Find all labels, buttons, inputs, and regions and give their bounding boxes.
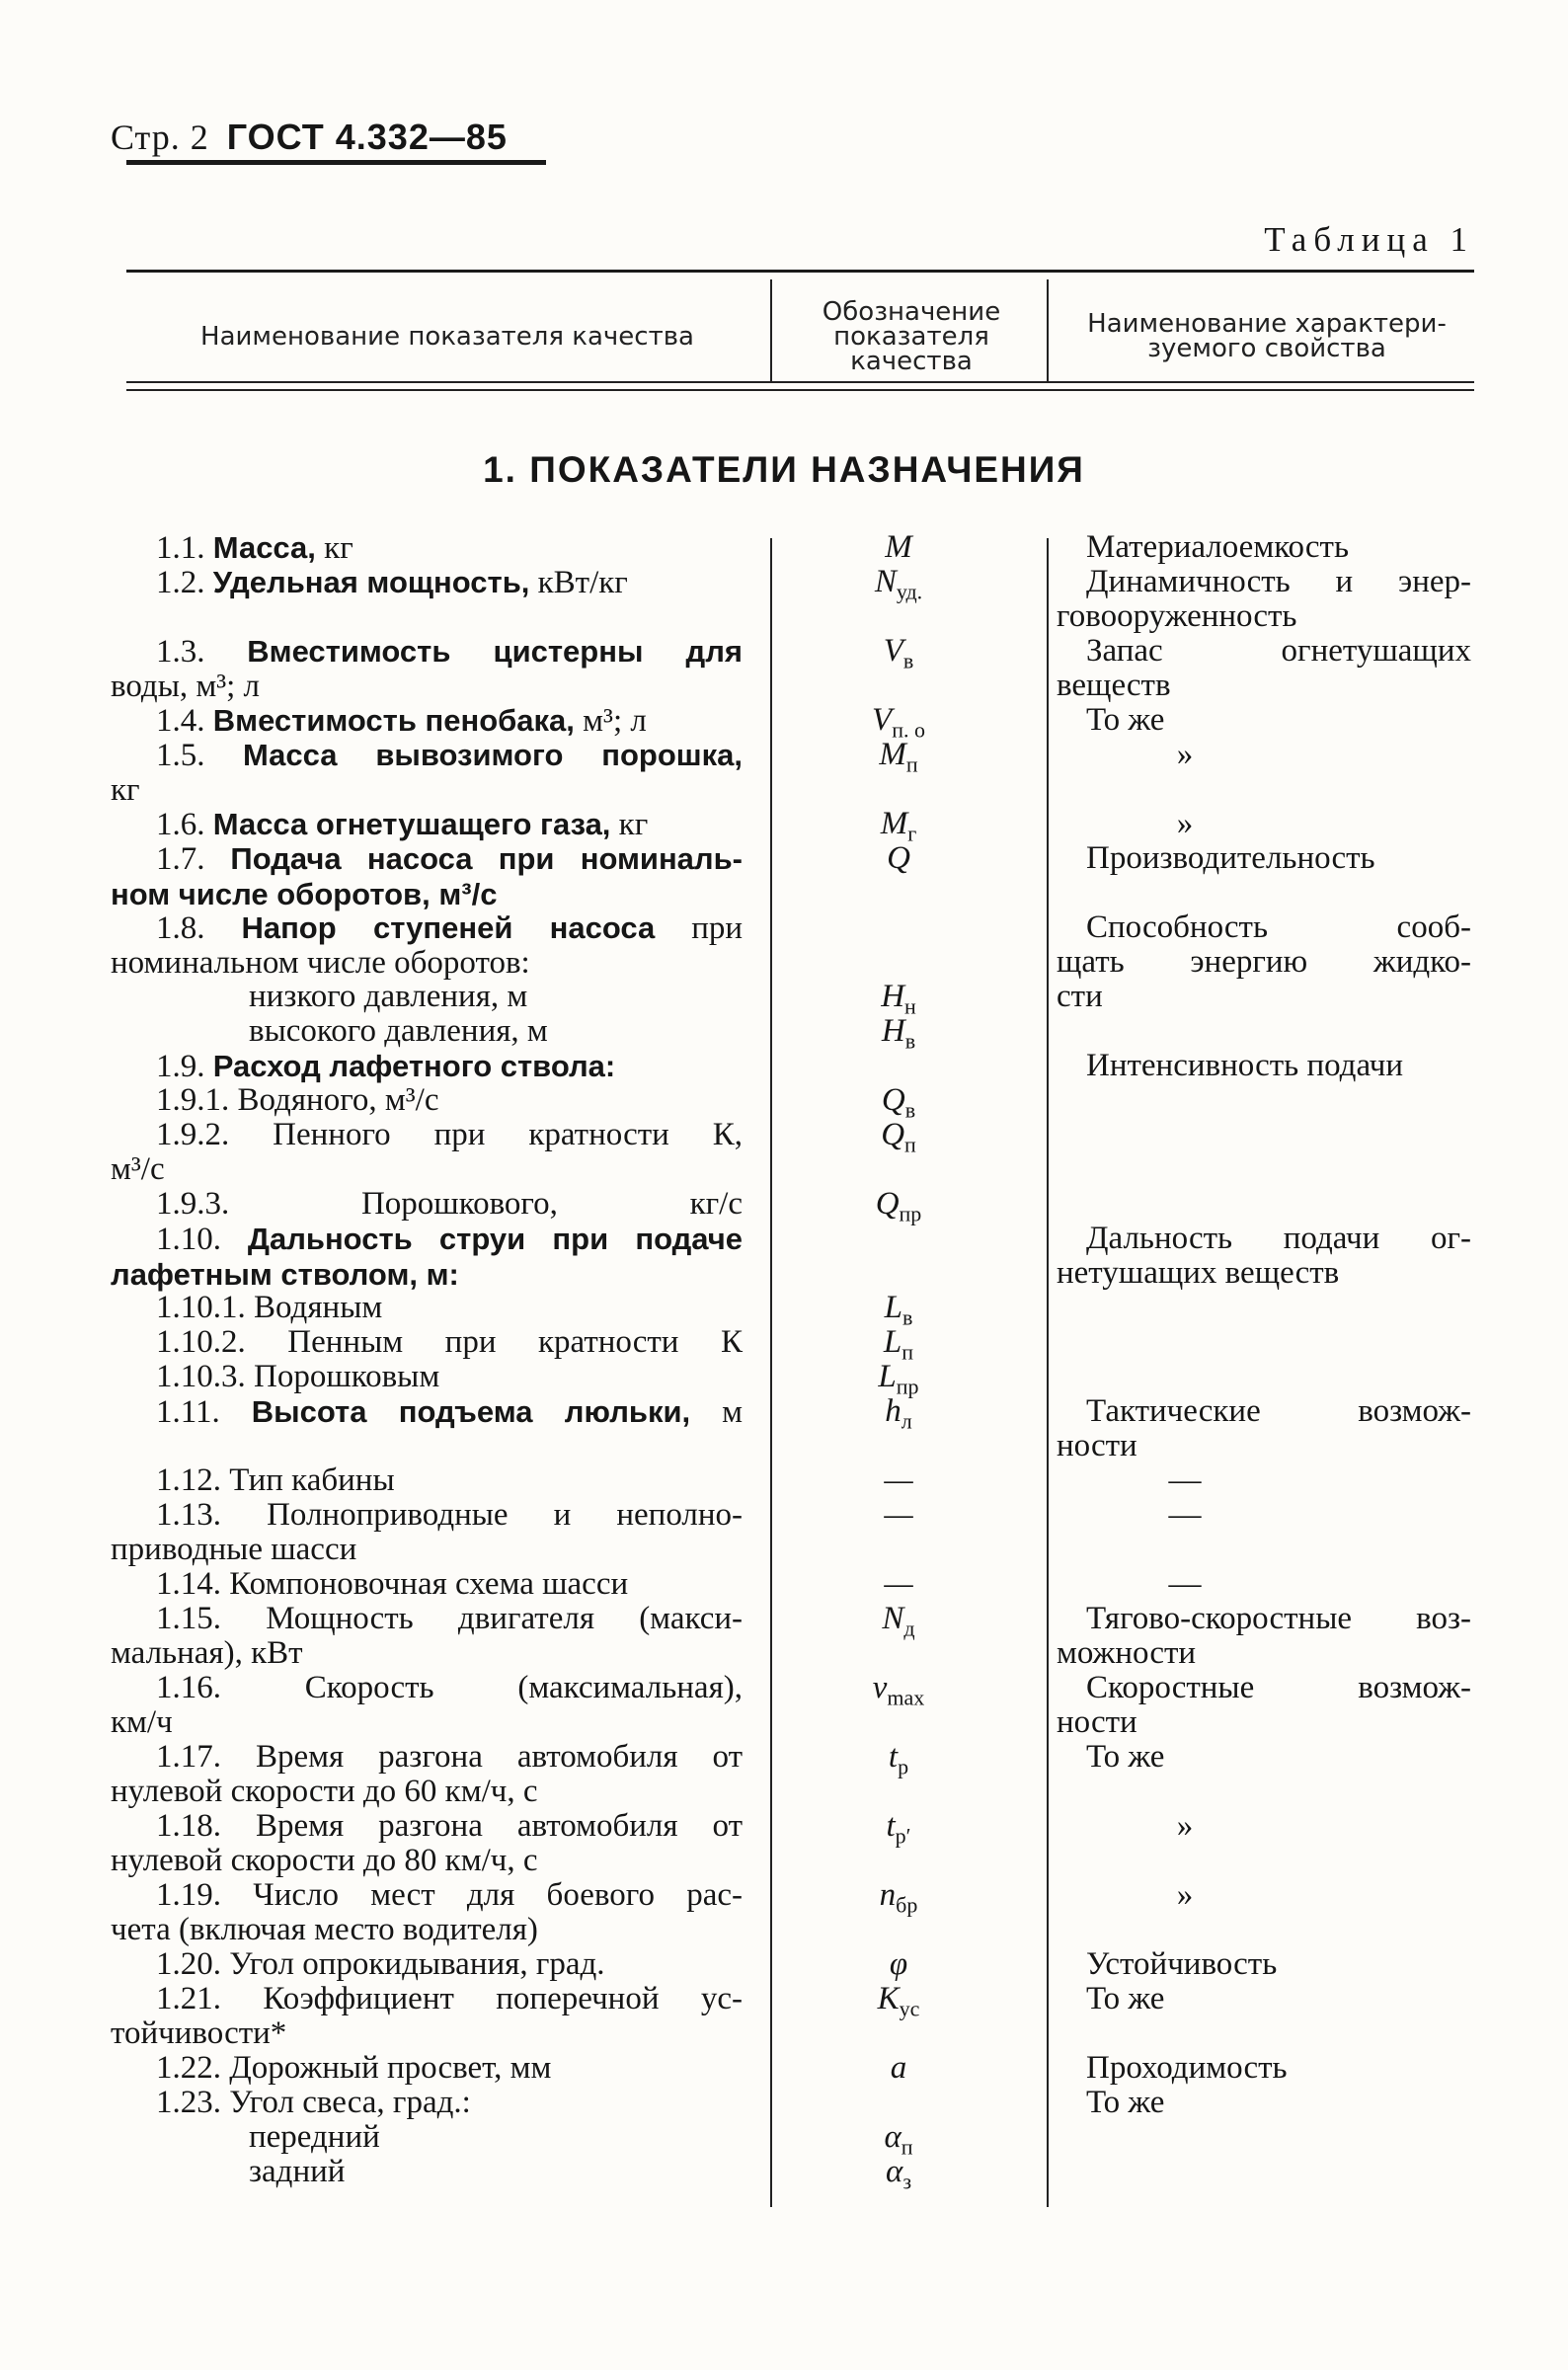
indicator-name-line xyxy=(111,2051,743,2086)
indicator-name-line xyxy=(111,841,743,877)
header-rule xyxy=(126,160,546,165)
indicator-symbol-base: M xyxy=(885,529,912,565)
indicator-symbol-base: Q xyxy=(875,1186,900,1222)
indicator-title: Вместимость пенобака, xyxy=(212,703,575,738)
indicator-title: Число мест для боевого рас- xyxy=(253,1877,743,1913)
indicator-name xyxy=(111,1671,743,1740)
indicator-number: 1.8. xyxy=(156,910,242,946)
indicator-number: 1.18. xyxy=(156,1808,256,1844)
indicator-symbol-subscript: н xyxy=(904,993,916,1019)
indicator-symbol-subscript: уд. xyxy=(896,579,923,604)
indicator-name xyxy=(111,1360,743,1394)
characterized-property xyxy=(1057,1049,1471,1083)
indicator-symbol-subscript: бр xyxy=(896,1892,918,1918)
characterized-property xyxy=(1057,1878,1471,1913)
indicator-symbol-base: V xyxy=(872,702,893,738)
characterized-property-line: говооруженность xyxy=(1057,598,1297,634)
indicator-name xyxy=(111,1222,743,1293)
indicator-number: 1.1. xyxy=(156,530,213,566)
indicator-title: Водяным xyxy=(254,1290,383,1325)
indicator-name-line xyxy=(111,738,743,773)
indicator-symbol xyxy=(780,1809,1017,1854)
indicator-name xyxy=(111,2120,743,2155)
characterized-property-line: » xyxy=(1176,1808,1194,1844)
indicator-symbol xyxy=(780,1394,1017,1439)
characterized-property xyxy=(1057,703,1471,738)
indicator-name-line xyxy=(111,1291,743,1325)
indicator-symbol xyxy=(780,565,1017,609)
characterized-property xyxy=(1057,1222,1471,1291)
indicator-name-line: нулевой скорости до 60 км/ч, с xyxy=(111,1774,538,1809)
indicator-symbol-subscript: з xyxy=(902,2169,912,2194)
indicator-symbol-base: — xyxy=(884,1497,913,1533)
indicator-number: 1.16. xyxy=(156,1670,305,1705)
indicator-symbol xyxy=(780,1118,1017,1162)
indicator-title: Коэффициент поперечной ус- xyxy=(263,1981,743,2016)
characterized-property xyxy=(1057,1602,1471,1671)
indicator-number: 1.7. xyxy=(156,841,231,877)
column-header-symbol xyxy=(778,289,1045,384)
indicator-name-line xyxy=(111,1257,743,1293)
indicator-symbol-subscript: п xyxy=(905,751,918,777)
indicator-name-line: мальная), кВт xyxy=(111,1635,303,1671)
indicator-title: Расход лафетного ствола: xyxy=(212,1049,616,1083)
characterized-property-line: Производительность xyxy=(1086,840,1375,876)
header-column-divider xyxy=(770,279,772,381)
indicator-name-line xyxy=(111,1360,743,1394)
indicator-symbol-base: t xyxy=(888,1739,899,1775)
characterized-property xyxy=(1057,1463,1471,1498)
indicator-symbol-base: — xyxy=(884,1462,913,1498)
indicator-name xyxy=(111,1740,743,1809)
column-header-property-line: Наименование характери- xyxy=(1087,309,1447,339)
indicator-number: 1.10.3. xyxy=(156,1359,254,1394)
characterized-property xyxy=(1057,1498,1471,1533)
indicator-symbol-base: — xyxy=(884,1566,913,1602)
indicator-symbol xyxy=(780,1947,1017,1982)
indicator-number: 1.10.1. xyxy=(156,1290,254,1325)
column-header-property xyxy=(1055,289,1479,384)
indicator-name-line xyxy=(111,877,743,912)
standard-number: ГОСТ 4.332—85 xyxy=(226,117,508,157)
indicator-name-line xyxy=(111,1118,743,1152)
indicator-name-line xyxy=(111,634,743,670)
indicator-symbol-subscript: п xyxy=(904,1132,916,1157)
indicator-name xyxy=(111,1602,743,1671)
characterized-property xyxy=(1057,634,1471,703)
characterized-property-line: — xyxy=(1168,1497,1202,1533)
indicator-number: 1.10. xyxy=(156,1222,248,1257)
indicator-name-line xyxy=(111,1982,743,2016)
indicator-number: 1.12. xyxy=(156,1462,230,1498)
indicator-unit: кВт/кг xyxy=(529,565,628,600)
characterized-property-line: нетушащих веществ xyxy=(1057,1255,1340,1291)
indicator-symbol-base: L xyxy=(883,1324,902,1360)
indicator-name-line xyxy=(111,1878,743,1913)
indicator-symbol-subscript: п xyxy=(901,2134,913,2160)
indicator-title: Водяного, м³/с xyxy=(237,1082,439,1118)
indicator-symbol-subscript: л xyxy=(901,1408,912,1434)
indicator-title: Вместимость цистерны для xyxy=(247,634,743,669)
indicator-title: Время разгона автомобиля от xyxy=(255,1739,744,1775)
indicator-number: 1.4. xyxy=(156,703,213,739)
characterized-property-line: » xyxy=(1176,737,1194,772)
indicator-name xyxy=(111,2051,743,2086)
page-header xyxy=(111,117,508,158)
indicator-symbol-base: Q xyxy=(881,1117,905,1152)
characterized-property-line: » xyxy=(1176,1877,1194,1913)
characterized-property xyxy=(1057,530,1471,565)
indicator-title: Подача насоса при номиналь- xyxy=(230,841,743,876)
indicator-name-line xyxy=(111,2086,743,2120)
indicator-name xyxy=(111,841,743,912)
indicator-title: Масса, xyxy=(212,530,316,565)
indicator-unit: м³; л xyxy=(574,703,647,739)
body-column-divider xyxy=(1047,538,1049,2207)
section-title: 1. ПОКАЗАТЕЛИ НАЗНАЧЕНИЯ xyxy=(483,449,1085,490)
indicator-name xyxy=(111,1947,743,1982)
indicator-name-line xyxy=(111,910,743,946)
indicator-title: Пенным при кратности К xyxy=(287,1324,743,1360)
indicator-symbol-subscript: в xyxy=(902,648,914,673)
characterized-property xyxy=(1057,2051,1471,2086)
indicator-symbol-base: t xyxy=(886,1808,896,1844)
indicator-name-line: м³/с xyxy=(111,1151,165,1187)
characterized-property xyxy=(1057,1809,1471,1844)
indicator-title: Угол свеса, град.: xyxy=(229,2085,471,2120)
indicator-symbol xyxy=(780,1740,1017,1784)
indicator-symbol-base: α xyxy=(884,2119,902,2155)
indicator-title: Масса огнетушащего газа, xyxy=(212,807,611,841)
indicator-symbol-subscript: г xyxy=(907,821,917,846)
indicator-name-line xyxy=(111,807,743,842)
indicator-title: Порошковым xyxy=(254,1359,440,1394)
indicator-title: Дорожный просвет, мм xyxy=(229,2050,552,2086)
indicator-symbol xyxy=(780,1567,1017,1602)
characterized-property-line: сти xyxy=(1057,979,1103,1014)
indicator-symbol-base: V xyxy=(883,633,903,669)
characterized-property-line: Устойчивость xyxy=(1086,1946,1278,1982)
characterized-property xyxy=(1057,1671,1471,1740)
indicator-name xyxy=(111,1982,743,2051)
indicator-title: Дальность струи при подаче xyxy=(247,1222,743,1256)
indicator-symbol-subscript: д xyxy=(903,1616,915,1641)
characterized-property-line: Тягово-скоростные воз- xyxy=(1086,1601,1471,1636)
indicator-name-line xyxy=(111,1187,743,1222)
indicator-symbol-base: v xyxy=(872,1670,888,1705)
indicator-name xyxy=(111,738,743,808)
indicator-name-line xyxy=(111,530,743,566)
indicator-symbol-subscript: ус xyxy=(899,1996,920,2021)
indicator-title: Высота подъема люльки, xyxy=(251,1394,691,1429)
indicator-name-line: км/ч xyxy=(111,1704,173,1740)
indicator-symbol xyxy=(780,1878,1017,1923)
indicator-name xyxy=(111,1118,743,1187)
indicator-symbol xyxy=(780,634,1017,678)
indicator-symbol xyxy=(780,1982,1017,2026)
indicator-number: 1.20. xyxy=(156,1946,230,1982)
indicator-title: Напор ступеней насоса xyxy=(241,910,656,945)
characterized-property xyxy=(1057,1567,1471,1602)
indicator-name-line xyxy=(111,1014,743,1049)
indicator-name xyxy=(111,1291,743,1325)
indicator-symbol xyxy=(780,1602,1017,1646)
indicator-symbol-subscript: в xyxy=(904,1097,916,1123)
characterized-property xyxy=(1057,738,1471,772)
indicator-number: 1.9.2. xyxy=(156,1117,274,1152)
indicator-symbol-subscript: пр xyxy=(896,1374,919,1399)
indicator-symbol-base: H xyxy=(881,1013,905,1049)
indicator-name-line xyxy=(111,1083,743,1118)
column-header-name: Наименование показателя качества xyxy=(200,321,694,352)
indicator-name-line: чета (включая место водителя) xyxy=(111,1912,538,1947)
indicator-title: Порошкового, кг/с xyxy=(360,1186,743,1222)
indicator-symbol xyxy=(780,1014,1017,1059)
indicator-symbol-base: L xyxy=(884,1290,902,1325)
table-top-rule xyxy=(126,270,1474,277)
characterized-property-line: То же xyxy=(1086,1739,1165,1775)
indicator-number: 1.10.2. xyxy=(156,1324,288,1360)
characterized-property-line: веществ xyxy=(1057,668,1171,703)
column-header-symbol-line: качества xyxy=(850,346,973,376)
indicator-title: Компоновочная схема шасси xyxy=(229,1566,629,1602)
characterized-property-line: — xyxy=(1168,1462,1202,1498)
characterized-property xyxy=(1057,841,1471,876)
indicator-name-line xyxy=(111,2155,743,2189)
characterized-property xyxy=(1057,565,1471,634)
characterized-property xyxy=(1057,1740,1471,1775)
indicator-name-line: номинальном числе оборотов: xyxy=(111,945,530,981)
page-label: Стр. 2 xyxy=(111,118,209,157)
indicator-unit: кг xyxy=(315,530,353,566)
indicator-symbol xyxy=(780,1187,1017,1231)
indicator-name xyxy=(111,1498,743,1567)
indicator-title: ном числе оборотов, м³/с xyxy=(111,877,498,911)
indicator-name-line xyxy=(111,1671,743,1705)
indicator-name xyxy=(111,530,743,566)
indicator-name xyxy=(111,634,743,704)
indicator-number: 1.19. xyxy=(156,1877,254,1913)
column-header-property-line: зуемого свойства xyxy=(1147,334,1386,363)
indicator-symbol-base: Q xyxy=(887,840,910,876)
characterized-property xyxy=(1057,807,1471,841)
table-header-rule xyxy=(126,389,1474,391)
indicator-title: Время разгона автомобиля от xyxy=(255,1808,744,1844)
characterized-property-line: Интенсивность подачи xyxy=(1086,1048,1404,1083)
indicator-symbol-subscript: р xyxy=(898,1754,909,1779)
characterized-property-line: Динамичность и энер- xyxy=(1086,564,1471,599)
indicator-symbol xyxy=(780,2051,1017,2086)
indicator-symbol-subscript: р′ xyxy=(895,1823,911,1849)
indicator-title: Скорость (максимальная), xyxy=(304,1670,743,1705)
indicator-symbol-base: M xyxy=(879,737,906,772)
indicator-symbol-base: K xyxy=(877,1981,900,2016)
indicator-name-line: приводные шасси xyxy=(111,1532,357,1567)
indicator-name-line xyxy=(111,1498,743,1533)
indicator-unit: м xyxy=(690,1394,743,1430)
indicator-name-line: нулевой скорости до 80 км/ч, с xyxy=(111,1843,538,1878)
characterized-property xyxy=(1057,1947,1471,1982)
indicator-name xyxy=(111,2155,743,2189)
indicator-symbol-subscript: пр xyxy=(899,1201,922,1226)
characterized-property-line: Запас огнетушащих xyxy=(1086,633,1471,669)
indicator-number: 1.11. xyxy=(156,1394,252,1430)
indicator-symbol xyxy=(780,1463,1017,1498)
indicator-symbol-subscript: в xyxy=(902,1304,913,1330)
indicator-name xyxy=(111,910,743,981)
characterized-property-line: Проходимость xyxy=(1086,2050,1288,2086)
indicator-number: 1.9.3. xyxy=(156,1186,361,1222)
indicator-name xyxy=(111,565,743,600)
indicator-symbol-base: Q xyxy=(881,1082,905,1118)
indicator-name-line xyxy=(111,1567,743,1602)
characterized-property xyxy=(1057,910,1471,1014)
indicator-title: Угол опрокидывания, град. xyxy=(229,1946,605,1982)
indicator-symbol xyxy=(780,841,1017,876)
indicator-symbol-base: a xyxy=(890,2050,907,2086)
indicator-title: передний xyxy=(249,2119,380,2155)
column-header-symbol-line: показателя xyxy=(833,321,989,352)
indicator-name xyxy=(111,1567,743,1602)
characterized-property xyxy=(1057,2086,1471,2120)
indicator-symbol-base: φ xyxy=(889,1946,908,1982)
indicator-name-line xyxy=(111,1394,743,1430)
indicator-title: высокого давления, м xyxy=(249,1013,548,1049)
indicator-title: Полноприводные и неполно- xyxy=(267,1497,743,1533)
indicator-symbol xyxy=(780,738,1017,782)
indicator-name xyxy=(111,1049,743,1084)
characterized-property-line: » xyxy=(1176,806,1194,841)
indicator-name xyxy=(111,2086,743,2120)
indicator-number: 1.21. xyxy=(156,1981,264,2016)
indicator-name-line xyxy=(111,1947,743,1982)
table-header xyxy=(126,279,1474,378)
indicator-symbol-subscript: max xyxy=(887,1685,925,1710)
characterized-property-line: То же xyxy=(1086,1981,1165,2016)
indicator-name xyxy=(111,1083,743,1118)
indicator-name xyxy=(111,1809,743,1878)
characterized-property-line: ности xyxy=(1057,1428,1137,1463)
indicator-name-line xyxy=(111,1222,743,1257)
indicator-name-line xyxy=(111,1049,743,1084)
body-column-divider xyxy=(770,538,772,2207)
indicator-symbol xyxy=(780,1671,1017,1715)
indicator-number: 1.2. xyxy=(156,565,213,600)
indicator-name-line: кг xyxy=(111,772,140,808)
indicator-name-line xyxy=(111,1740,743,1775)
table-caption: Таблица 1 xyxy=(1264,220,1474,259)
indicator-symbol-base: n xyxy=(879,1877,897,1913)
indicator-name xyxy=(111,1187,743,1222)
indicator-number: 1.15. xyxy=(156,1601,267,1636)
indicator-name-line xyxy=(111,1463,743,1498)
indicator-symbol xyxy=(780,530,1017,565)
indicator-name-line xyxy=(111,703,743,739)
indicator-title: задний xyxy=(249,2154,346,2189)
table-header-rule xyxy=(126,381,1474,383)
indicator-number: 1.3. xyxy=(156,634,248,670)
characterized-property-line: Способность сооб- xyxy=(1086,909,1471,945)
characterized-property-line: Материалоемкость xyxy=(1086,529,1349,565)
indicator-title: Пенного при кратности К, xyxy=(273,1117,743,1152)
indicator-symbol-base: H xyxy=(881,979,905,1014)
indicator-title: низкого давления, м xyxy=(249,979,528,1014)
indicator-symbol-base: L xyxy=(878,1359,897,1394)
indicator-symbol-subscript: п. о xyxy=(892,717,925,743)
characterized-property-line: щать энергию жидко- xyxy=(1057,944,1471,980)
characterized-property-line: То же xyxy=(1086,2085,1165,2120)
indicator-title: Тип кабины xyxy=(229,1462,395,1498)
indicator-symbol-base: M xyxy=(880,806,908,841)
indicator-symbol-subscript: п xyxy=(902,1339,914,1365)
indicator-title: Масса вывозимого порошка, xyxy=(242,738,743,772)
indicator-name xyxy=(111,1394,743,1430)
indicator-name-line xyxy=(111,1602,743,1636)
characterized-property xyxy=(1057,1982,1471,2016)
indicator-name-line: воды, м³; л xyxy=(111,669,261,704)
indicator-symbol-base: α xyxy=(885,2154,903,2189)
characterized-property-line: Тактические возмож- xyxy=(1086,1393,1471,1429)
column-header-symbol-line: Обозначение xyxy=(822,296,1001,327)
indicator-number: 1.6. xyxy=(156,807,213,842)
characterized-property-line: Скоростные возмож- xyxy=(1086,1670,1471,1705)
characterized-property-line: — xyxy=(1168,1566,1202,1602)
indicator-symbol xyxy=(780,1498,1017,1533)
indicator-unit: при xyxy=(655,910,744,946)
indicator-title: Мощность двигателя (макси- xyxy=(266,1601,743,1636)
indicator-name-line xyxy=(111,1809,743,1844)
indicator-title: лафетным стволом, м: xyxy=(111,1257,459,1292)
indicator-symbol-base: N xyxy=(882,1601,904,1636)
indicator-number: 1.5. xyxy=(156,738,243,773)
indicator-symbol-base: N xyxy=(874,564,897,599)
indicator-symbol xyxy=(780,2155,1017,2199)
characterized-property-line: Дальность подачи ог- xyxy=(1086,1221,1471,1256)
indicator-name-line xyxy=(111,565,743,600)
indicator-number: 1.9. xyxy=(156,1049,213,1084)
header-column-divider xyxy=(1047,279,1049,381)
indicator-unit: кг xyxy=(610,807,649,842)
indicator-name-line xyxy=(111,2120,743,2155)
indicator-number: 1.9.1. xyxy=(156,1082,238,1118)
indicator-name xyxy=(111,1878,743,1947)
indicator-name-line xyxy=(111,1325,743,1360)
indicator-number: 1.22. xyxy=(156,2050,230,2086)
indicator-number: 1.13. xyxy=(156,1497,268,1533)
indicator-name xyxy=(111,980,743,1014)
indicator-number: 1.17. xyxy=(156,1739,256,1775)
indicator-number: 1.23. xyxy=(156,2085,230,2120)
indicator-symbol-base: h xyxy=(885,1393,902,1429)
indicator-name xyxy=(111,703,743,739)
indicator-number: 1.14. xyxy=(156,1566,230,1602)
indicator-title: Удельная мощность, xyxy=(212,565,530,599)
indicator-name xyxy=(111,1014,743,1049)
characterized-property-line: можности xyxy=(1057,1635,1197,1671)
characterized-property-line: ности xyxy=(1057,1704,1137,1740)
indicator-symbol-subscript: в xyxy=(904,1028,916,1054)
indicator-name xyxy=(111,1463,743,1498)
indicator-name xyxy=(111,807,743,842)
indicator-name-line: тойчивости* xyxy=(111,2015,287,2051)
characterized-property xyxy=(1057,1394,1471,1463)
indicator-name-line xyxy=(111,980,743,1014)
indicator-name xyxy=(111,1325,743,1360)
characterized-property-line: То же xyxy=(1086,702,1165,738)
